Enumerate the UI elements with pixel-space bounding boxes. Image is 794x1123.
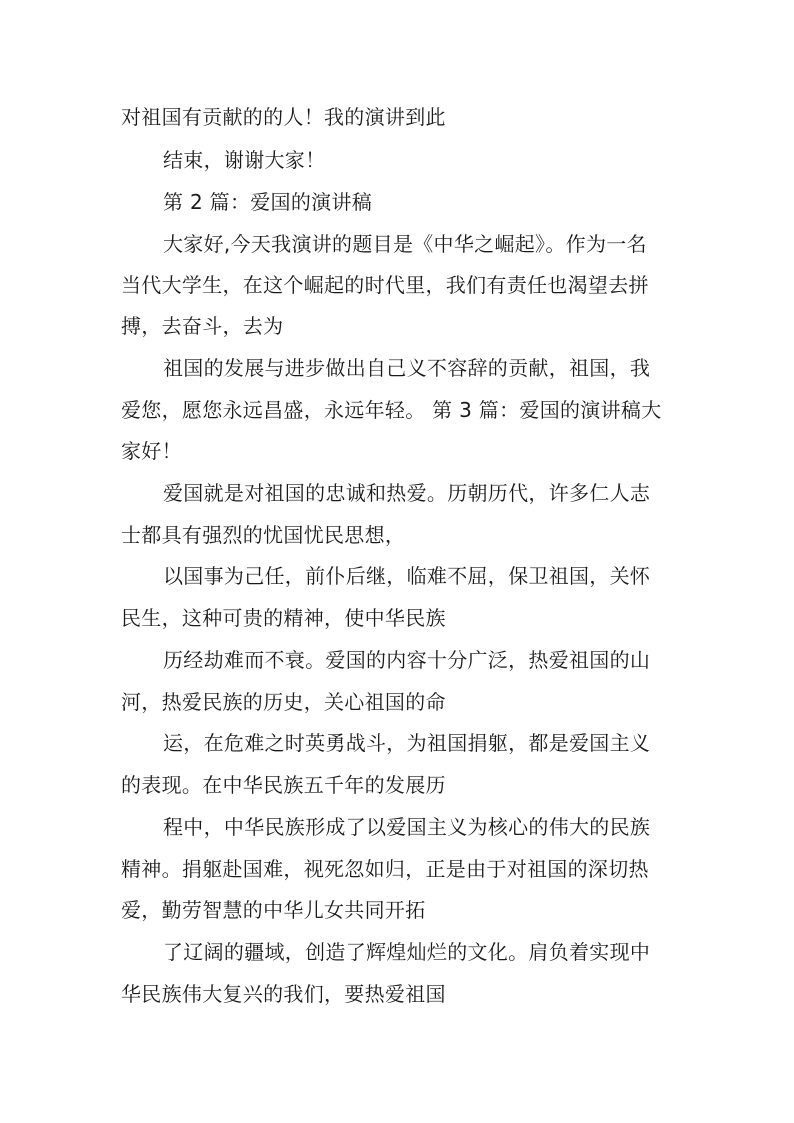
text-line: 的表现。在中华民族五千年的发展历	[121, 773, 446, 797]
text-line: 家好！	[121, 439, 182, 463]
text-line: 运，在危难之时英勇战斗，为祖国捐躯，都是爱国主义	[163, 731, 651, 755]
text-line: 民生，这种可贵的精神，使中华民族	[121, 606, 446, 630]
text-line: 历经劫难而不衰。爱国的内容十分广泛，热爱祖国的山	[163, 648, 651, 672]
text-line: 结束，谢谢大家！	[163, 148, 326, 172]
text-line: 爱您，愿您永远昌盛，永远年轻。 第 3 篇：爱国的演讲稿大	[121, 398, 662, 422]
text-line: 爱国就是对祖国的忠诚和热爱。历朝历代，许多仁人志	[163, 481, 651, 505]
text-line: 祖国的发展与进步做出自己义不容辞的贡献，祖国，我	[163, 356, 651, 380]
text-line: 士都具有强烈的忧国忧民思想，	[121, 523, 406, 547]
text-line: 华民族伟大复兴的我们，要热爱祖国	[121, 982, 446, 1006]
text-line: 对祖国有贡献的的人！我的演讲到此	[121, 105, 446, 129]
text-line: 搏，去奋斗，去为	[121, 314, 284, 338]
text-line: 当代大学生，在这个崛起的时代里，我们有责任也渴望去拼	[121, 273, 649, 297]
text-line: 以国事为己任，前仆后继，临难不屈，保卫祖国，关怀	[163, 564, 651, 588]
text-line: 爱，勤劳智慧的中华儿女共同开拓	[121, 898, 426, 922]
text-line: 河，热爱民族的历史，关心祖国的命	[121, 690, 446, 714]
text-line: 大家好,今天我演讲的题目是《中华之崛起》。作为一名	[163, 232, 647, 256]
text-line: 精神。捐躯赴国难，视死忽如归，正是由于对祖国的深切热	[121, 857, 649, 881]
text-line: 程中，中华民族形成了以爱国主义为核心的伟大的民族	[163, 815, 651, 839]
text-line: 了辽阔的疆域，创造了辉煌灿烂的文化。肩负着实现中	[163, 940, 651, 964]
section-heading: 第 2 篇：爱国的演讲稿	[163, 190, 373, 214]
